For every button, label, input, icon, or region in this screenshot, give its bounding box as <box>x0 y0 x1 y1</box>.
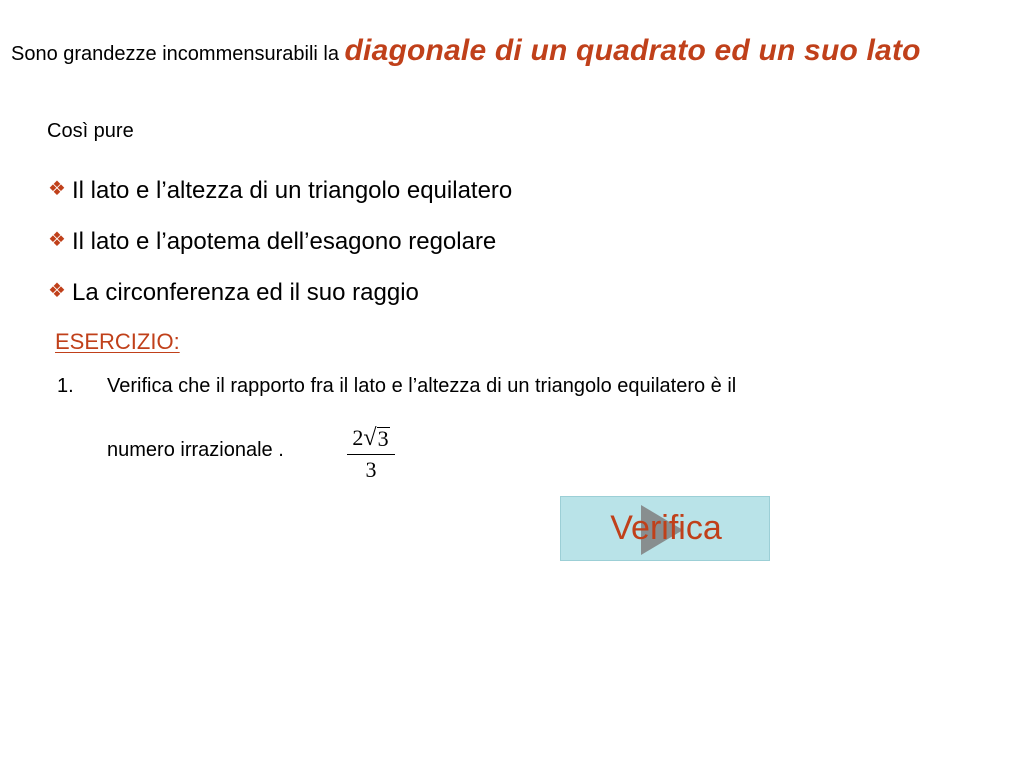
fraction-two-sqrt3-over-3 <box>345 422 397 484</box>
fraction-numerator <box>345 422 397 454</box>
square-root <box>363 422 389 454</box>
verifica-button[interactable] <box>560 496 770 561</box>
diamond-bullet-icon: ❖ <box>48 178 66 200</box>
slide-title <box>11 30 971 75</box>
bullet-item <box>48 216 512 267</box>
verifica-button-label: Verifica <box>610 509 722 547</box>
bullet-text: Il lato e l’apotema dell’esagono regolare <box>72 227 497 255</box>
bullet-item <box>48 267 512 318</box>
radicand: 3 <box>377 426 389 451</box>
exercise-heading: ESERCIZIO: <box>55 329 180 354</box>
exercise-text-line1: Verifica che il rapporto fra il lato e l’altezza di un triangolo equilatero è il <box>107 375 737 397</box>
bullet-text: Il lato e l’altezza di un triangolo equilatero <box>72 176 513 204</box>
bullet-text: La circonferenza ed il suo raggio <box>72 278 419 306</box>
title-emphasis-text: diagonale di un quadrato ed un suo lato <box>344 34 921 67</box>
cosi-pure-text: Così pure <box>47 120 134 142</box>
exercise-number: 1. <box>57 375 74 397</box>
diamond-bullet-icon: ❖ <box>48 229 66 251</box>
fraction-denominator: 3 <box>365 457 377 482</box>
diamond-bullet-icon: ❖ <box>48 280 66 302</box>
fraction-coefficient: 2 <box>352 425 364 450</box>
bullet-list <box>48 165 512 318</box>
radical-sign: √ <box>363 425 377 451</box>
exercise-text-line2: numero irrazionale . <box>107 439 284 461</box>
bullet-item <box>48 165 512 216</box>
title-lead-text: Sono grandezze incommensurabili la <box>11 43 345 65</box>
